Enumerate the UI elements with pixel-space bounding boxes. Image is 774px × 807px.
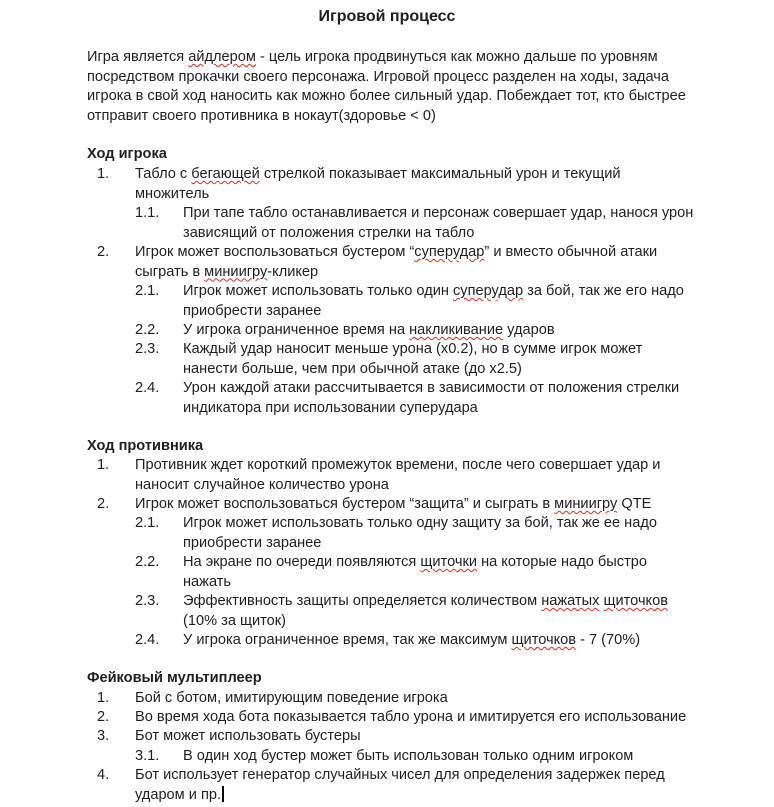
item-text: ударов <box>503 322 555 338</box>
list-number: 1. <box>97 690 110 706</box>
item-text: Игрок может воспользоваться бустером “ <box>135 244 415 260</box>
list-number: 2.3. <box>135 341 160 357</box>
intro-text: - цель игрока продвинуться как можно дальше по уровням посредством прокачки своего персонажа. Игровой процесс разделен на ходы, задача игрока в свой ход наносить как можно более сильный удар. Побеждает тот, кто быстрее отправит своего противника в нокаут(здоровье < 0) <box>87 49 686 124</box>
misspelled-word[interactable]: щиточки <box>420 554 478 570</box>
item-text: QTE <box>617 496 652 512</box>
item-text: стрелкой показывает максимальный урон и текущий множитель <box>135 166 621 202</box>
item-text: Игрок может воспользоваться бустером “защита” и сыграть в <box>135 496 555 512</box>
item-text: (10% за щиток) <box>183 612 287 629</box>
item-text: Урон каждой атаки рассчитывается в зависимости от положения стрелки индикатора при использовании суперудара <box>183 380 680 416</box>
item-text: В один ход бустер может быть использован только одним игроком <box>183 748 634 764</box>
item-text: При тапе табло останавливается и персонаж совершает удар, нанося урон зависящий от положения стрелки на табло <box>183 205 694 241</box>
item-text: Каждый удар наносит меньше урона (x0.2), но в сумме игрок может нанести больше, чем при обычной атаке (до x2.5) <box>183 341 643 377</box>
item-text: -кликер <box>267 263 319 280</box>
list-number: 3. <box>97 728 110 744</box>
list-number: 2. <box>97 709 110 725</box>
item-text: У игрока ограниченное время, так же максимум <box>183 632 512 648</box>
list-number: 2.2. <box>135 322 160 338</box>
section-heading-player-turn: Ход игрока <box>87 146 167 162</box>
list-number: 1. <box>97 457 110 473</box>
list-number: 2.4. <box>135 380 160 396</box>
item-text: - 7 (70%) <box>576 632 641 648</box>
misspelled-word[interactable]: суперудар <box>452 283 524 299</box>
text-cursor <box>222 786 224 802</box>
item-text: У игрока ограниченное время на <box>183 322 410 338</box>
list-number: 2.2. <box>135 554 160 570</box>
list-number: 2.1. <box>135 515 160 531</box>
section-heading-fake-multiplayer: Фейковый мультиплеер <box>87 670 262 686</box>
misspelled-word[interactable]: миниигру <box>554 496 618 512</box>
misspelled-word[interactable]: миниигру <box>204 263 268 280</box>
item-text: Бот использует генератор случайных чисел для определения задержек перед ударом и пр. <box>135 767 665 803</box>
item-text: Противник ждет короткий промежуток времени, после чего совершает удар и наносит случайное количество урона <box>135 457 661 493</box>
item-text: Бой с ботом, имитирующим поведение игрока <box>135 690 448 706</box>
list-number: 2.4. <box>135 632 160 648</box>
misspelled-word[interactable]: накликивание <box>409 322 504 338</box>
misspelled-word[interactable]: щиточков <box>603 593 668 609</box>
item-text: на которые надо быстро нажать <box>183 554 647 590</box>
intro-paragraph[interactable] <box>87 48 707 126</box>
document-title: Игровой процесс <box>318 8 456 25</box>
list-number: 4. <box>97 767 110 783</box>
item-text: На экране по очереди появляются <box>183 554 421 570</box>
misspelled-word[interactable]: нажатых <box>541 593 600 609</box>
item-text: Игрок может использовать только одну защиту за бой, так же ее надо приобрести заранее <box>183 515 657 551</box>
item-text: Игрок может использовать только один <box>183 283 453 299</box>
list-number: 1. <box>97 166 110 182</box>
item-text: Табло с <box>135 166 192 182</box>
intro-text: Игра является <box>87 49 189 65</box>
list-number: 2. <box>97 496 110 512</box>
misspelled-word[interactable]: щиточков <box>511 632 577 648</box>
item-text: Бот может использовать бустеры <box>135 728 361 744</box>
misspelled-word[interactable]: айдлером <box>188 49 256 65</box>
list-number: 1.1. <box>135 205 160 221</box>
misspelled-word[interactable]: суперудар <box>414 244 485 260</box>
list-number: 2. <box>97 244 110 260</box>
misspelled-word[interactable]: бегающей <box>191 166 260 182</box>
item-text: Эффективность защиты определяется количеством <box>183 593 542 609</box>
list-number: 2.3. <box>135 593 160 609</box>
section-heading-opponent-turn: Ход противника <box>87 438 204 454</box>
list-number: 2.1. <box>135 283 160 299</box>
item-text: за бой, так же его надо приобрести заранее <box>183 283 684 319</box>
item-text: Во время хода бота показывается табло урона и имитируется его использование <box>135 709 687 725</box>
list-number: 3.1. <box>135 748 160 764</box>
item-text: ” и вместо обычной атаки сыграть в <box>135 244 658 280</box>
